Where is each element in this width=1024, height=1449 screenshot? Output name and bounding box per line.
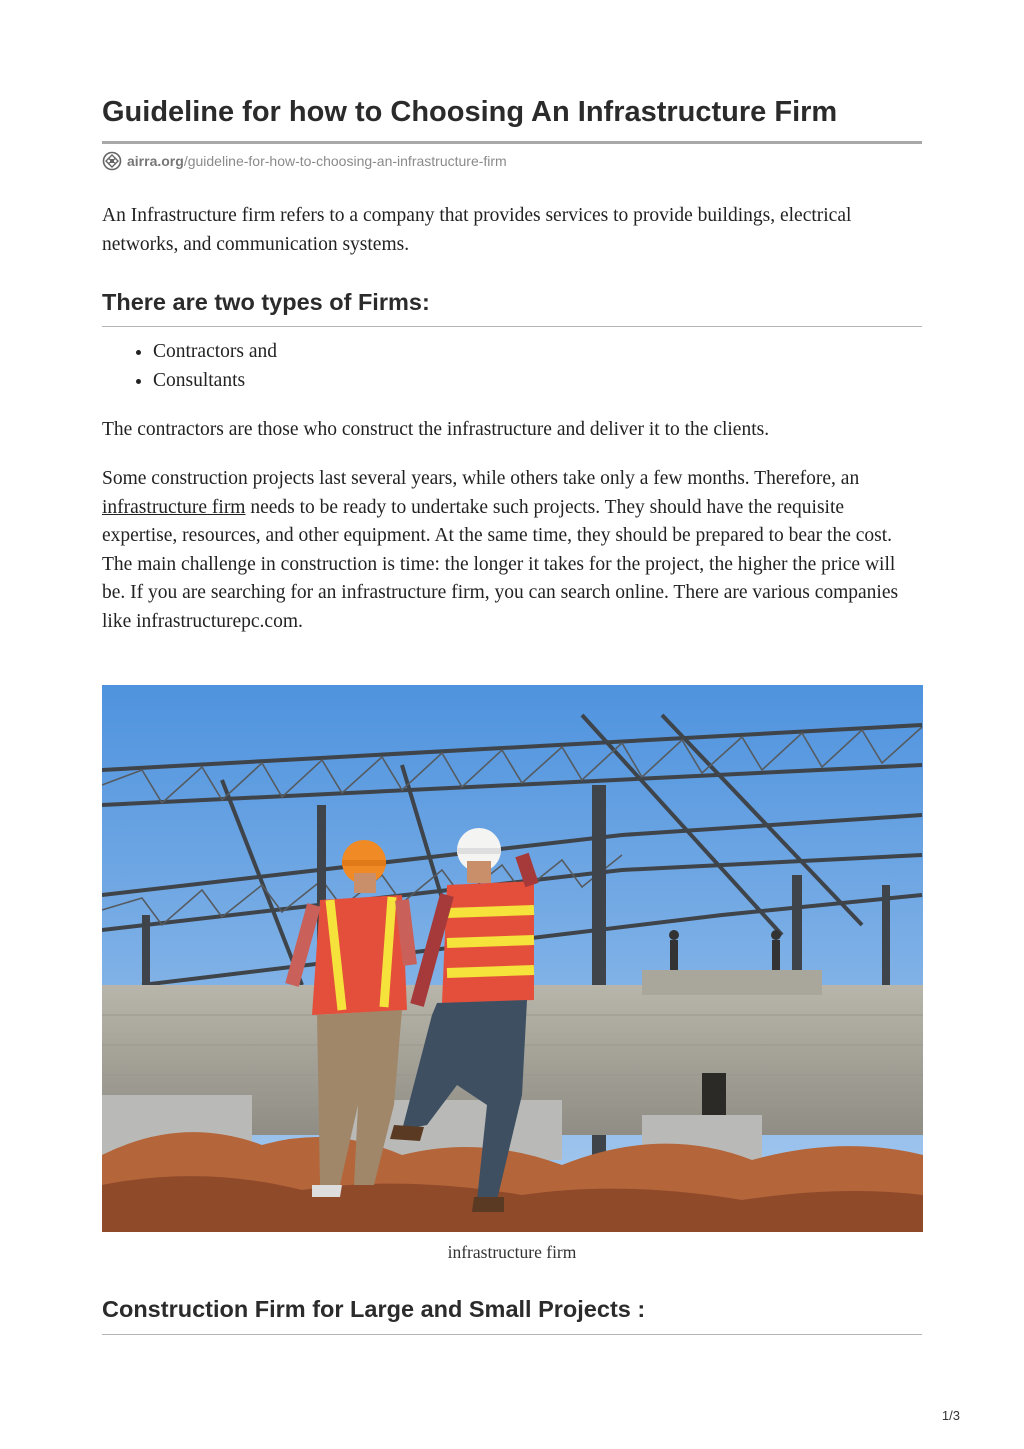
construction-photo-illustration: [102, 685, 923, 1232]
projects-text-end: needs to be ready to undertake such projects. They should have the requisite expertise, resources, and other equipment. At the same time, they should be prepared to bear the cost. The main challenge in construction is time: the longer it takes for the project, the higher the price will be. If you are searching for an infrastructure firm, you can search online. There are various companies like infrastructurepc.com.: [102, 496, 899, 632]
projects-paragraph: [102, 465, 922, 636]
site-logo-icon: [102, 151, 122, 171]
source-path: /guideline-for-how-to-choosing-an-infrastructure-firm: [183, 153, 507, 169]
construction-heading: Construction Firm for Large and Small Projects :: [102, 1296, 646, 1322]
list-item: • Consultants: [153, 367, 277, 396]
types-heading-divider: [102, 326, 922, 327]
construction-site-photo: [102, 685, 923, 1232]
title-divider: [102, 141, 922, 144]
infrastructure-firm-link[interactable]: infrastructure firm: [102, 496, 246, 518]
contractors-paragraph: The contractors are those who construct the infrastructure and deliver it to the clients.: [102, 419, 770, 440]
construction-heading-divider: [102, 1334, 922, 1335]
types-heading: There are two types of Firms:: [102, 289, 430, 315]
page-title: Guideline for how to Choosing An Infrastructure Firm: [102, 96, 838, 128]
page-number: 1/3: [941, 1408, 960, 1423]
intro-paragraph: An Infrastructure firm refers to a company that provides services to provide buildings, electrical networks, and communication systems.: [102, 205, 852, 255]
types-list: [102, 338, 277, 395]
figure-caption: infrastructure firm: [447, 1242, 577, 1262]
source-domain: airra.org: [127, 153, 184, 169]
projects-text-start: Some construction projects last several years, while others take only a few months. Therefore, an: [102, 468, 860, 489]
source-url[interactable]: [102, 151, 507, 171]
list-item: • Contractors and: [153, 338, 277, 367]
